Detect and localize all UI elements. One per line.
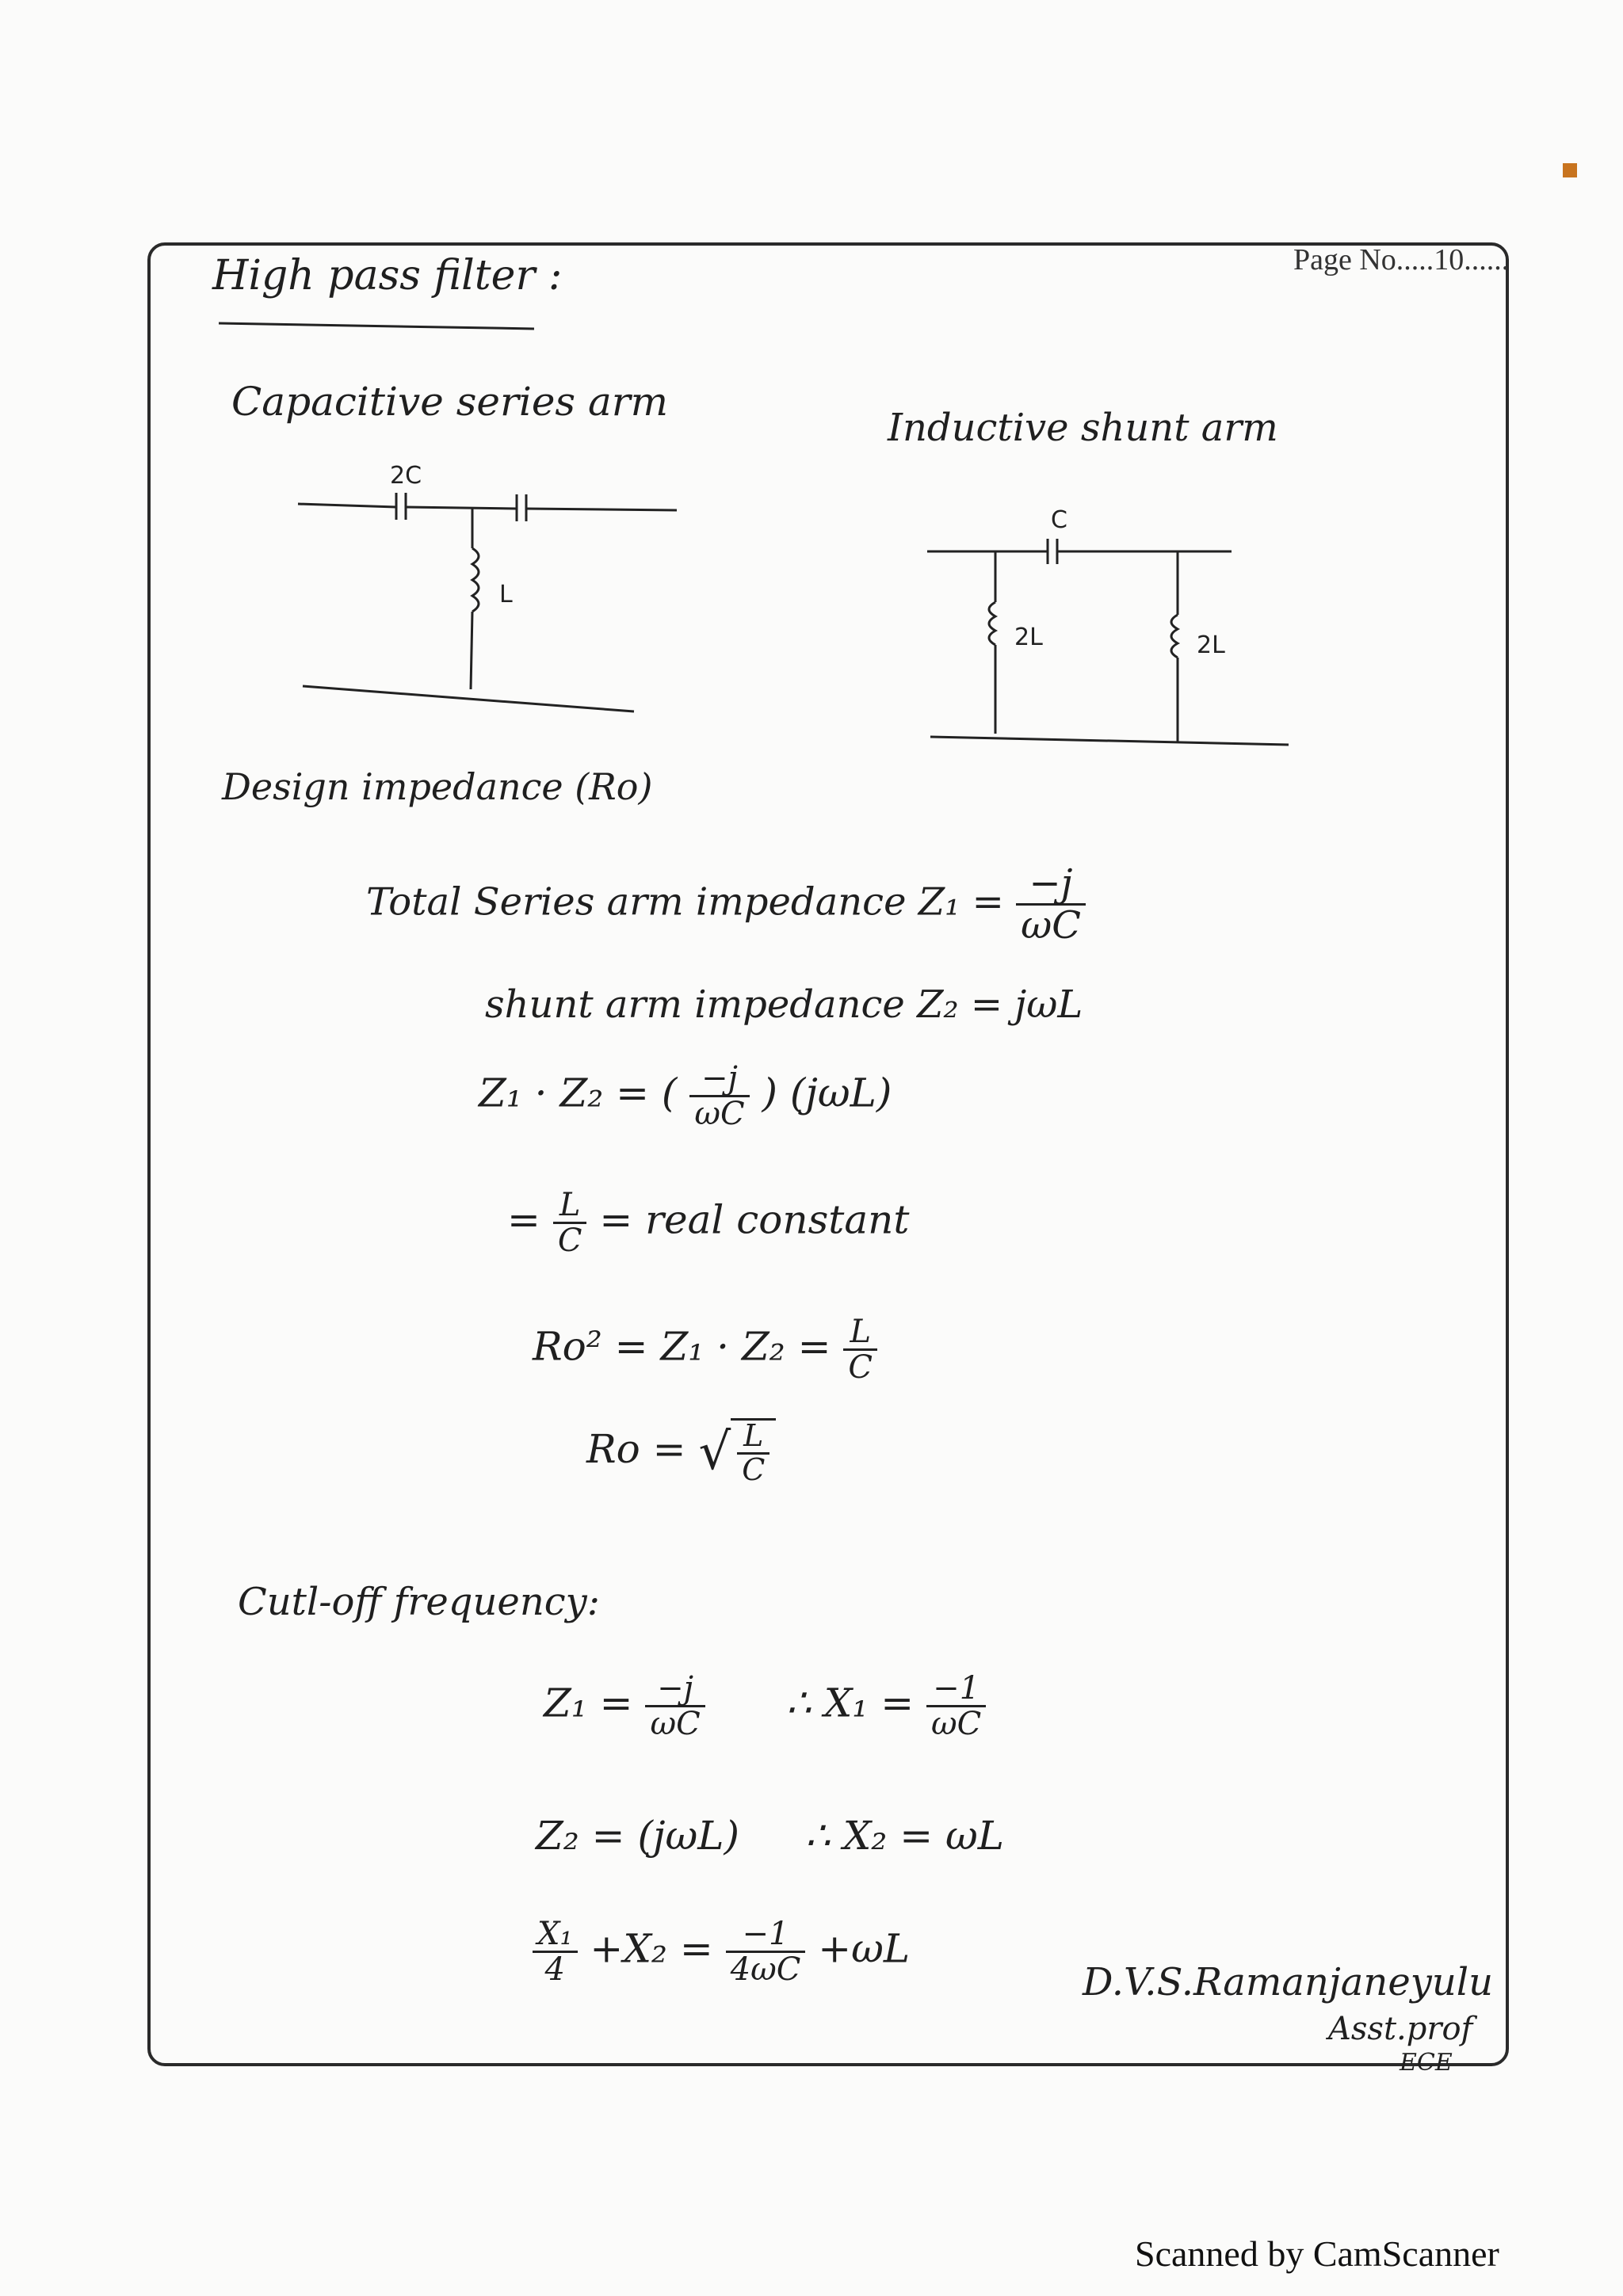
real-fraction [553, 1188, 587, 1257]
cut-z1-fraction [645, 1672, 705, 1741]
total-series-num: −j [1016, 864, 1086, 906]
page-title: High pass filter : [212, 252, 563, 299]
cut-x1-num: −1 [926, 1672, 986, 1707]
cutoff-sum-line [533, 1917, 910, 1986]
ro-line [586, 1418, 776, 1486]
ro2-fraction [843, 1315, 877, 1384]
total-series-arm-impedance [366, 861, 1086, 948]
shunt-arm-impedance: shunt arm impedance Z₂ = jωL [485, 982, 1083, 1027]
z1z2-fraction [689, 1062, 749, 1131]
label-c: C [1051, 506, 1067, 534]
total-series-den: ωC [1021, 903, 1081, 948]
cutoff-z1-line [544, 1672, 705, 1741]
ro-den: C [742, 1451, 766, 1487]
inductive-shunt-circuit [927, 507, 1292, 761]
cut-z1-lhs: Z₁ = [544, 1680, 633, 1726]
z1z2-rhs: ) (jωL) [762, 1070, 892, 1116]
real-num: L [553, 1188, 587, 1224]
inductive-shunt-arm-title: Inductive shunt arm [888, 406, 1278, 450]
cutoff-x2-line: ∴ X₂ = ωL [805, 1813, 1005, 1859]
ro2-den: C [848, 1349, 873, 1386]
real-rhs: = real constant [599, 1196, 910, 1243]
ro2-num: L [843, 1315, 877, 1351]
scanner-footer: Scanned by CamScanner [1135, 2233, 1499, 2274]
sum-rnum: −1 [726, 1917, 806, 1953]
cutoff-frequency-title: Cutl-off frequency: [238, 1580, 600, 1624]
ro-fraction [737, 1418, 769, 1487]
sum-rden: 4ωC [730, 1951, 801, 1988]
sum-mid: +X₂ = [590, 1925, 713, 1972]
real-constant-line [507, 1188, 909, 1257]
real-den: C [557, 1222, 582, 1259]
sum-num: X₁ [533, 1917, 578, 1953]
signature-role: Asst.prof [1328, 2011, 1473, 2047]
sum-left-fraction [533, 1917, 578, 1986]
cut-x1-den: ωC [931, 1706, 982, 1742]
sum-right-fraction [726, 1917, 806, 1986]
z1-times-z2 [479, 1062, 892, 1131]
ro-squared-line [533, 1315, 877, 1384]
total-series-fraction [1016, 861, 1086, 948]
label-2l-right: 2L [1197, 631, 1225, 659]
z1z2-den: ωC [694, 1096, 745, 1132]
total-series-lhs: Z₁ = [918, 879, 1004, 925]
label-2c: 2C [390, 462, 422, 490]
cut-x1-fraction [926, 1672, 986, 1741]
capacitive-series-circuit [293, 460, 689, 729]
cut-z1-num: −j [645, 1672, 705, 1707]
z1z2-lhs: Z₁ · Z₂ = ( [479, 1070, 678, 1116]
cut-z1-den: ωC [650, 1706, 701, 1742]
sqrt-icon: √ [698, 1422, 731, 1482]
sum-tail: +ωL [818, 1925, 911, 1972]
ro-num: L [737, 1421, 769, 1455]
z1z2-num: −j [689, 1062, 749, 1097]
page-number: Page No.....10...... [1293, 243, 1510, 277]
design-impedance-title: Design impedance (Ro) [222, 765, 653, 808]
ro2-lhs: Ro² = Z₁ · Z₂ = [533, 1323, 831, 1370]
label-l: L [499, 581, 513, 608]
label-2l-left: 2L [1014, 624, 1043, 651]
corner-mark [1563, 163, 1577, 177]
ro-lhs: Ro = [586, 1425, 686, 1472]
total-series-prefix: Total Series arm impedance [366, 879, 907, 925]
cut-x1-lhs: ∴ X₁ = [786, 1680, 915, 1726]
capacitive-series-arm-title: Capacitive series arm [231, 379, 669, 425]
cutoff-x1-line [786, 1672, 986, 1741]
signature-dept: ECE [1400, 2049, 1453, 2077]
real-lhs: = [507, 1196, 540, 1243]
signature-name: D.V.S.Ramanjaneyulu [1083, 1960, 1494, 2004]
sqrt-radicand [731, 1418, 776, 1486]
cutoff-z2-line: Z₂ = (jωL) [536, 1813, 739, 1859]
sum-den: 4 [544, 1951, 565, 1988]
